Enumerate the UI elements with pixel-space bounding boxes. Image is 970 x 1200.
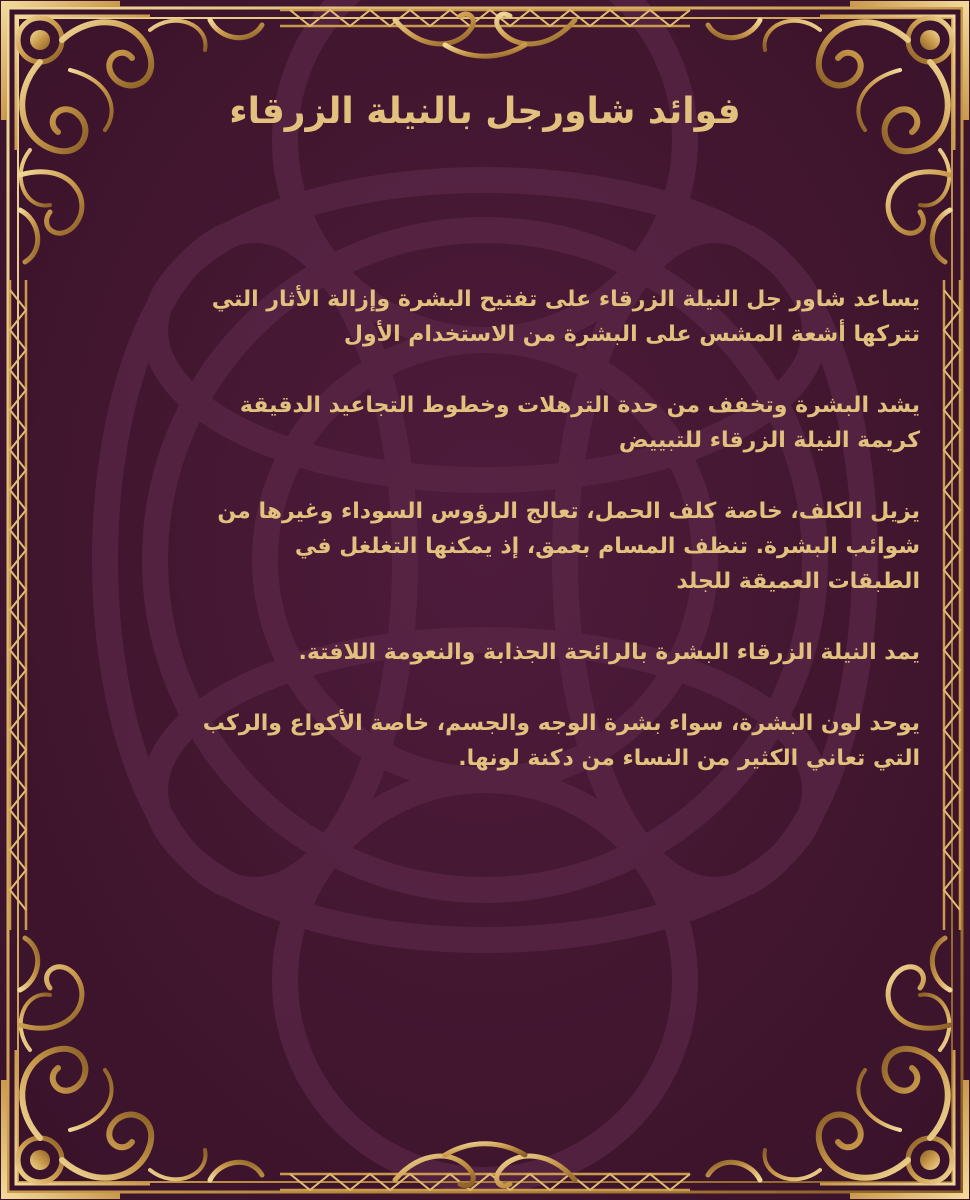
- paragraph-line: يساعد شاور جل النيلة الزرقاء على تفتيح البشرة وإزالة الأثار التي: [211, 287, 920, 312]
- paragraph-line: تتركها أشعة المشس على البشرة من الاستخدام الأول: [343, 322, 920, 347]
- benefits-list: [94, 282, 920, 812]
- paragraph-line: التي تعاني الكثير من النساء من دكنة لونها.: [458, 746, 920, 771]
- paragraph-line: الطبقات العميقة للجلد: [676, 569, 920, 594]
- benefit-paragraph: [94, 282, 920, 352]
- page-title: فوائد شاورجل بالنيلة الزرقاء: [229, 91, 741, 132]
- paragraph-line: شوائب البشرة. تنظف المسام بعمق، إذ يمكنها التغلغل في: [294, 534, 920, 559]
- paragraph-line: يشد البشرة وتخفف من حدة الترهلات وخطوط التجاعيد الدقيقة: [239, 393, 920, 418]
- paragraph-line: كريمة النيلة الزرقاء للتبييض: [618, 428, 920, 453]
- paragraph-line: يمد النيلة الزرقاء البشرة بالرائحة الجذابة والنعومة اللافتة.: [298, 640, 920, 665]
- benefit-paragraph: [94, 635, 920, 670]
- benefit-paragraph: [94, 494, 920, 599]
- paragraph-line: يزيل الكلف، خاصة كلف الحمل، تعالج الرؤوس السوداء وغيرها من: [217, 499, 920, 524]
- benefit-paragraph: [94, 388, 920, 458]
- benefit-paragraph: [94, 706, 920, 776]
- paragraph-line: يوحد لون البشرة، سواء بشرة الوجه والجسم، خاصة الأكواع والركب: [202, 711, 920, 736]
